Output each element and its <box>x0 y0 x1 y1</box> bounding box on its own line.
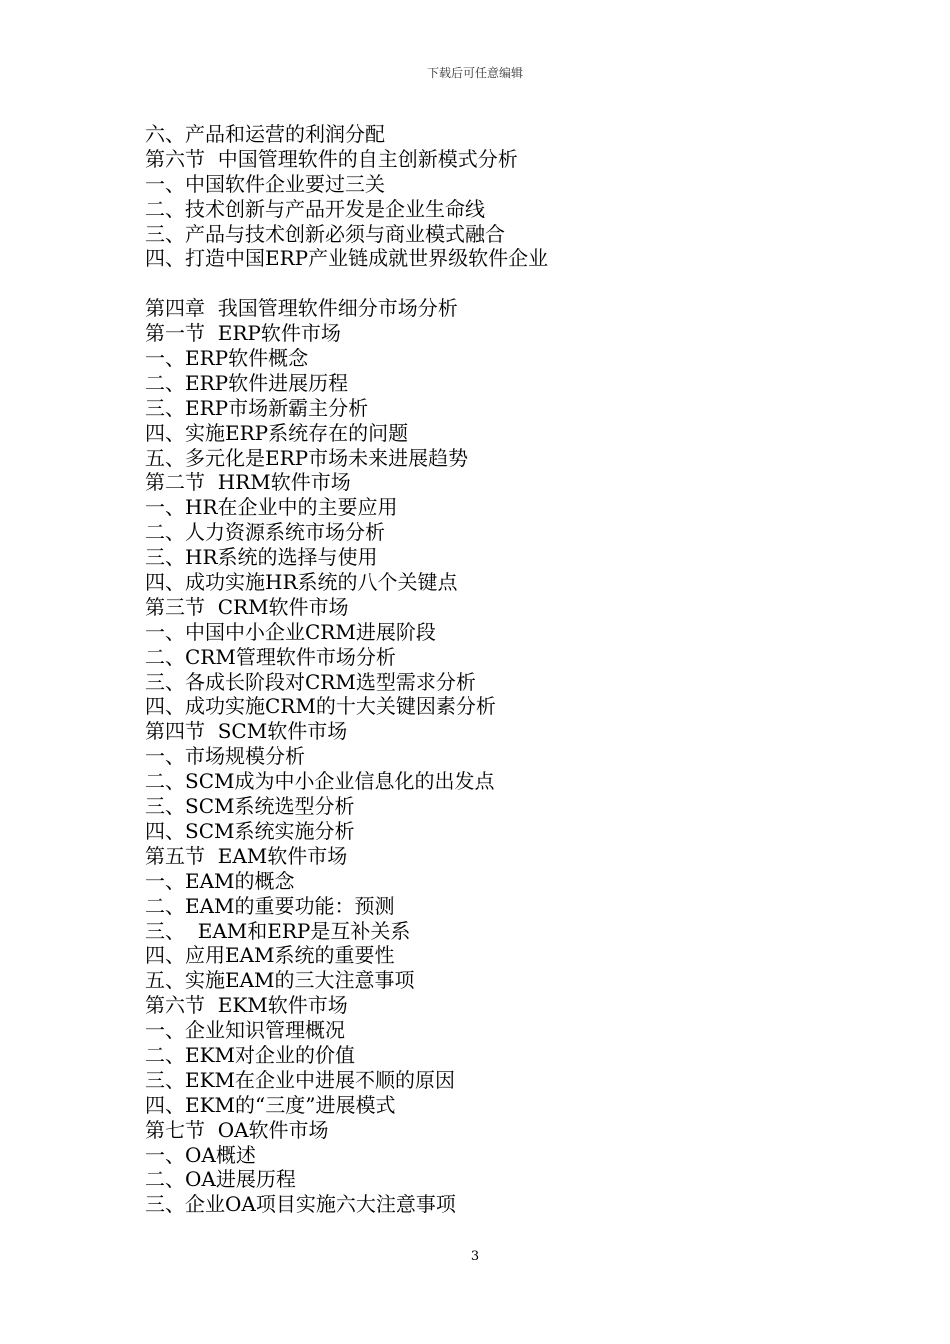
toc-line: 四、应用EAM系统的重要性 <box>145 943 395 968</box>
toc-line: 五、实施EAM的三大注意事项 <box>145 968 415 993</box>
toc-line: 三、ERP市场新霸主分析 <box>145 395 369 420</box>
toc-section-heading: 第五节 EAM软件市场 <box>145 843 348 868</box>
toc-line: 一、中国软件企业要过三关 <box>145 171 385 196</box>
page-number: 3 <box>470 1249 480 1264</box>
toc-line: 四、SCM系统实施分析 <box>145 818 355 843</box>
toc-line: 三、EKM在企业中进展不顺的原因 <box>145 1067 456 1092</box>
toc-section-heading: 第二节 HRM软件市场 <box>145 470 351 495</box>
toc-line: 三、SCM系统选型分析 <box>145 794 355 819</box>
toc-section-heading: 第一节 ERP软件市场 <box>145 321 341 346</box>
toc-line: 一、企业知识管理概况 <box>145 1018 345 1043</box>
toc-line: 四、打造中国ERP产业链成就世界级软件企业 <box>145 246 549 271</box>
toc-line: 六、产品和运营的利润分配 <box>145 122 385 146</box>
page-header: 下载后可任意编辑 <box>426 66 523 80</box>
toc-line: 四、成功实施HR系统的八个关键点 <box>145 570 458 595</box>
toc-line: 四、成功实施CRM的十大关键因素分析 <box>145 694 496 719</box>
toc-line: 三、 EAM和ERP是互补关系 <box>145 918 411 943</box>
toc-line: 一、ERP软件概念 <box>145 346 309 371</box>
toc-section-heading: 第四节 SCM软件市场 <box>145 719 348 744</box>
toc-line: 二、OA进展历程 <box>145 1167 296 1192</box>
blank-line <box>145 271 845 296</box>
toc-line: 四、EKM的“三度”进展模式 <box>145 1092 396 1117</box>
toc-content <box>145 122 845 1217</box>
toc-line: 五、多元化是ERP市场未来进展趋势 <box>145 445 469 470</box>
toc-line: 二、ERP软件进展历程 <box>145 370 349 395</box>
toc-line: 三、各成长阶段对CRM选型需求分析 <box>145 669 476 694</box>
toc-line: 二、SCM成为中小企业信息化的出发点 <box>145 769 495 794</box>
toc-line: 一、EAM的概念 <box>145 868 295 893</box>
toc-line: 二、EAM的重要功能：预测 <box>145 893 395 918</box>
toc-section-heading: 第六节 EKM软件市场 <box>145 993 348 1018</box>
toc-line: 三、企业OA项目实施六大注意事项 <box>145 1192 456 1217</box>
toc-line: 二、技术创新与产品开发是企业生命线 <box>145 196 485 221</box>
toc-line: 三、产品与技术创新必须与商业模式融合 <box>145 221 505 246</box>
toc-chapter-heading: 第四章 我国管理软件细分市场分析 <box>145 296 458 321</box>
toc-line: 一、OA概述 <box>145 1142 256 1167</box>
toc-line: 二、人力资源系统市场分析 <box>145 520 385 545</box>
toc-line: 二、CRM管理软件市场分析 <box>145 644 396 669</box>
toc-section-heading: 第七节 OA软件市场 <box>145 1117 329 1142</box>
toc-line: 一、市场规模分析 <box>145 744 305 769</box>
toc-line: 四、实施ERP系统存在的问题 <box>145 420 409 445</box>
toc-line: 一、中国中小企业CRM进展阶段 <box>145 619 436 644</box>
toc-line: 三、HR系统的选择与使用 <box>145 545 378 570</box>
toc-line: 二、EKM对企业的价值 <box>145 1042 356 1067</box>
toc-section-heading: 第三节 CRM软件市场 <box>145 594 349 619</box>
toc-line: 一、HR在企业中的主要应用 <box>145 495 398 520</box>
toc-section-heading: 第六节 中国管理软件的自主创新模式分析 <box>145 146 518 171</box>
